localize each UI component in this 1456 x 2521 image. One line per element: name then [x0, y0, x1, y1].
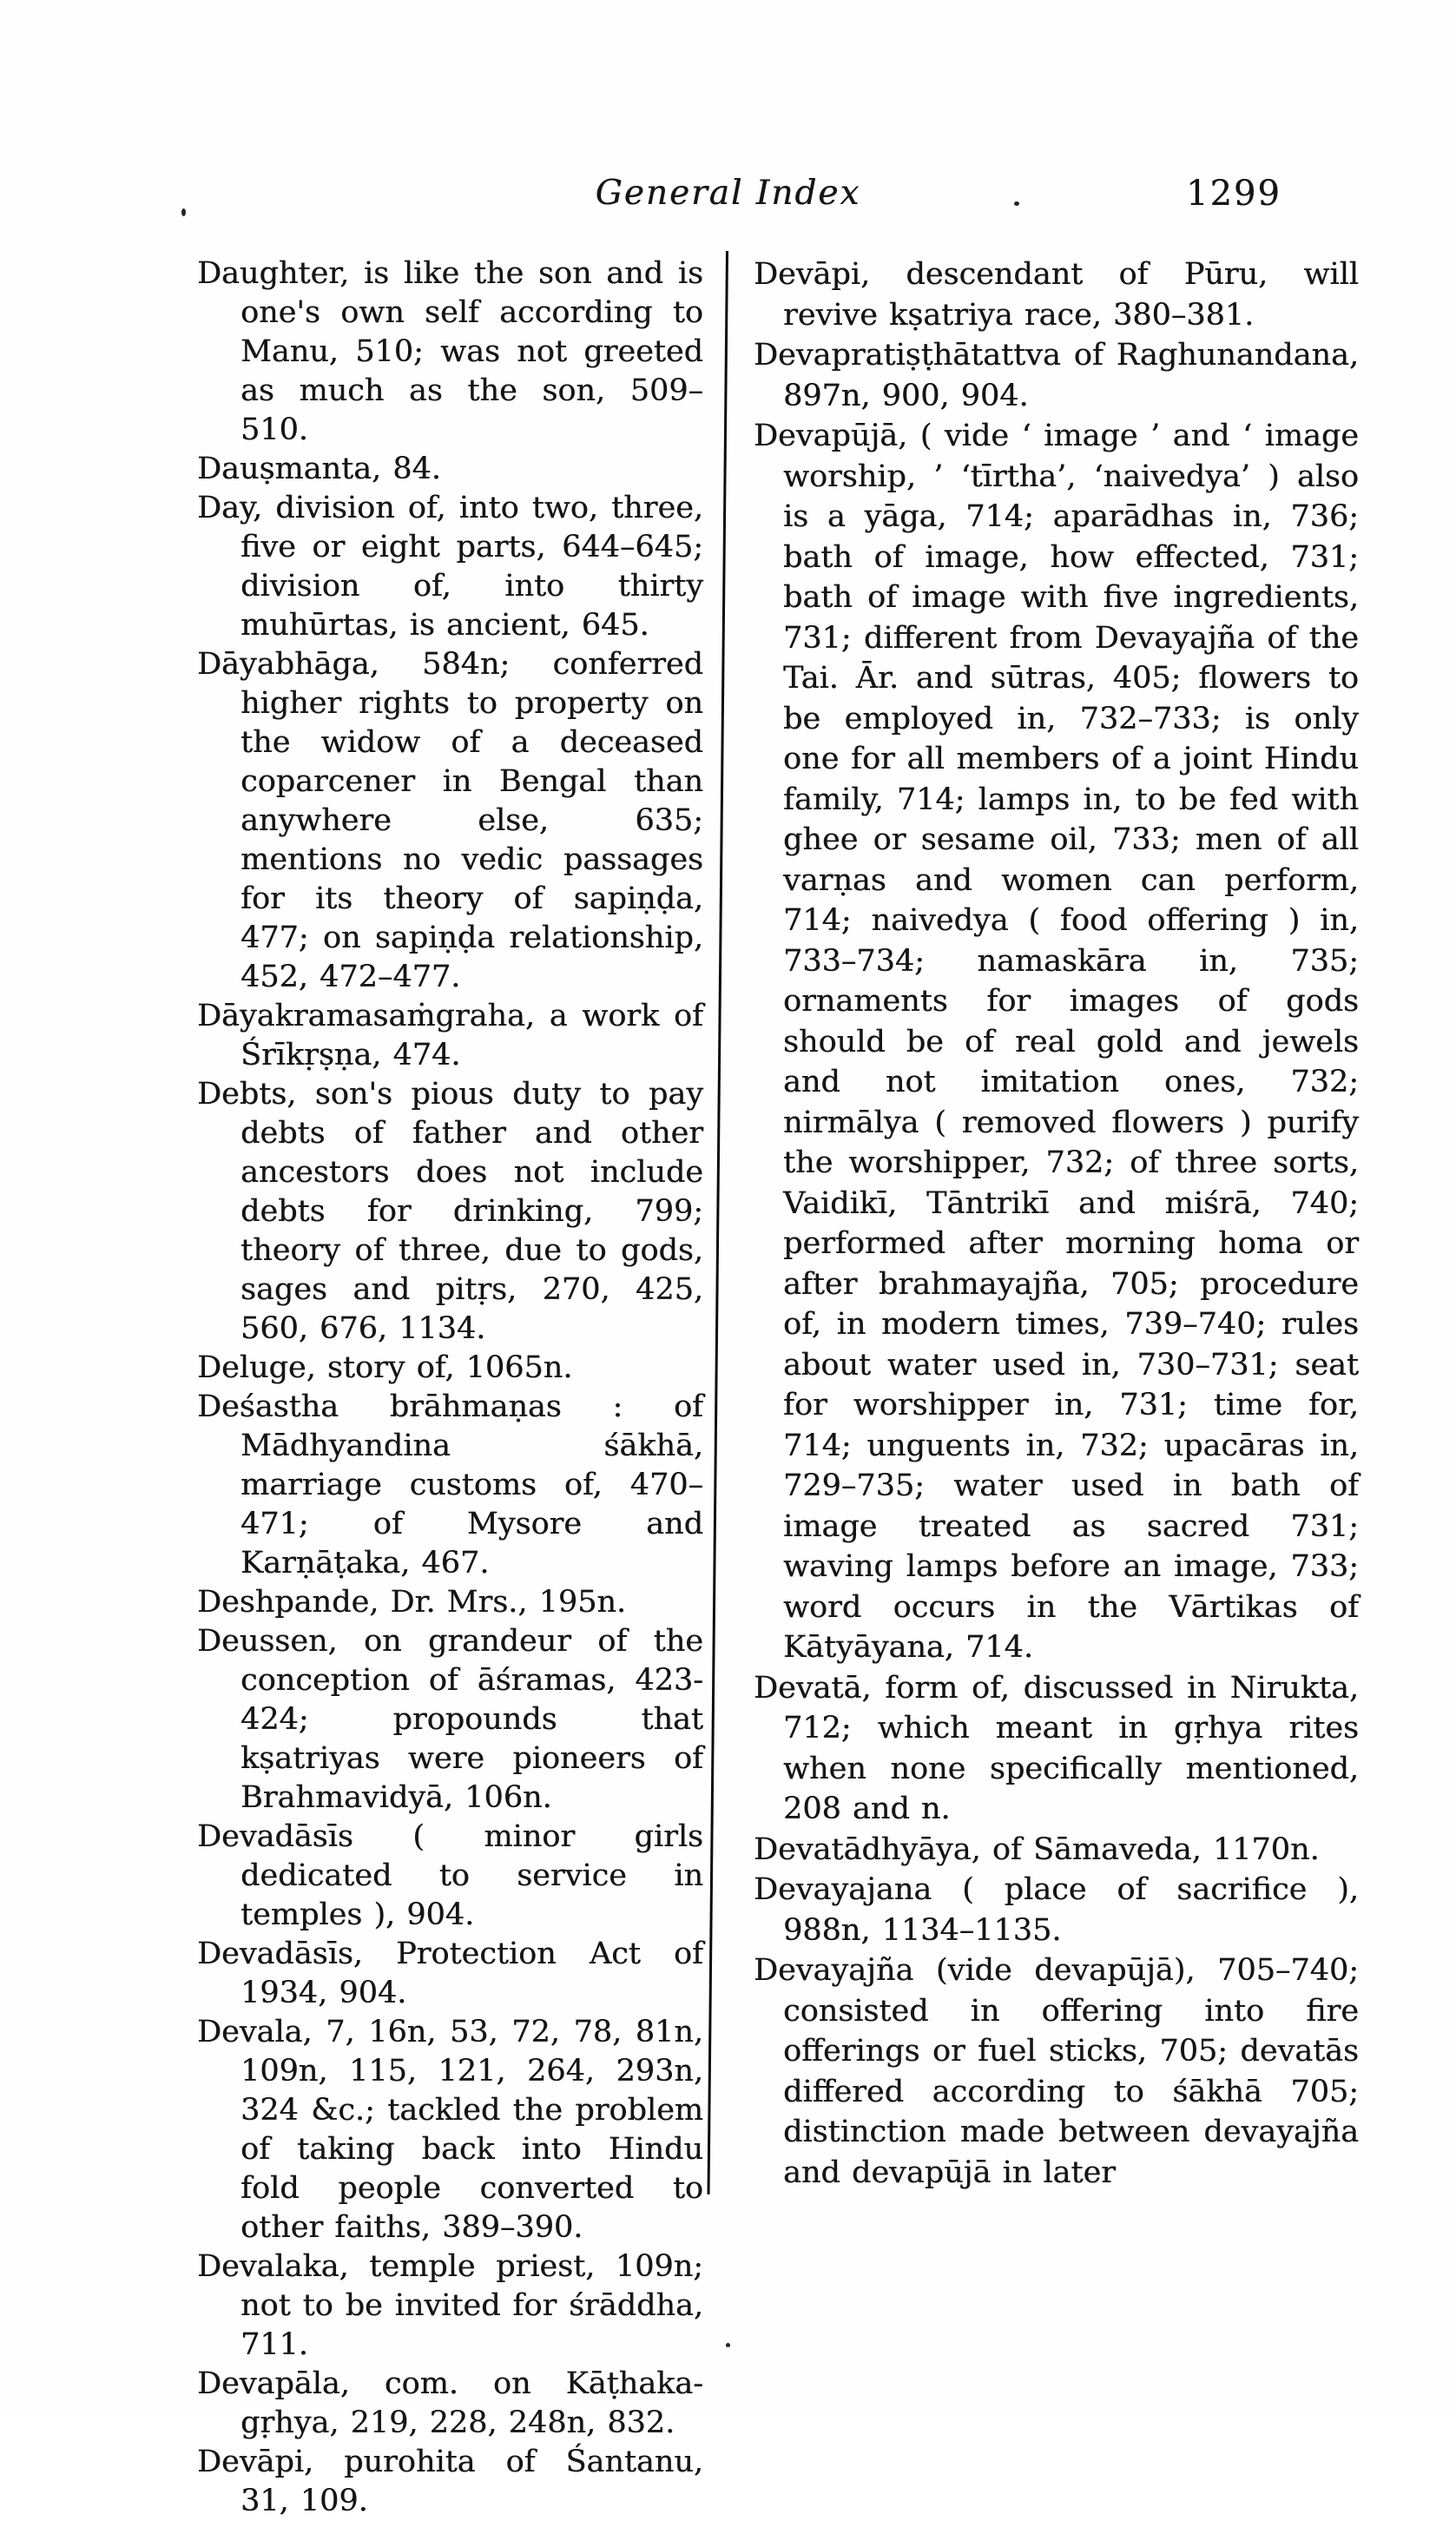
scan-speck — [181, 208, 186, 216]
column-divider-rule — [708, 251, 728, 2194]
page-number: 1299 — [1186, 174, 1281, 214]
index-entry: Deśastha brāhmaṇas : of Mādhyandina śākhā, marriage customs of, 470–471; of Mysore and Karṇāṭaka, 467. — [197, 1389, 703, 1581]
index-entry: Daughter, is like the son and is one's own self according to Manu, 510; was not greeted as much as the son, 509–510. — [197, 256, 703, 447]
index-entry: Devapratiṣṭhātattva of Raghunandana, 897n, 900, 904. — [754, 338, 1359, 413]
index-entry: Devadāsīs, Protection Act of 1934, 904. — [197, 1937, 703, 2010]
index-entry: Devāpi, purohita of Śantanu, 31, 109. — [197, 2445, 703, 2518]
index-entry: Devayajana ( place of sacrifice ), 988n, 1134–1135. — [754, 1872, 1359, 1948]
index-entry: Devāpi, descendant of Pūru, will revive kṣatriya race, 380–381. — [754, 257, 1359, 333]
left-column — [197, 254, 703, 2521]
index-entry: Devadāsīs ( minor girls dedicated to service in temples ), 904. — [197, 1819, 703, 1932]
index-entry: Deshpande, Dr. Mrs., 195n. — [197, 1585, 627, 1620]
index-entry: Devalaka, temple priest, 109n; not to be invited for śrāddha, 711. — [197, 2249, 703, 2362]
index-entry: Devayajña (vide devapūjā), 705–740; consisted in offering into fire offerings or fuel sticks, 705; devatās differed according to śākhā 705; distinction made between devayajña and devapūjā in later — [754, 1953, 1359, 2190]
index-entry: Deluge, story of, 1065n. — [197, 1350, 573, 1385]
scan-speck — [1014, 201, 1019, 206]
index-entry: Debts, son's pious duty to pay debts of father and other ancestors does not include debts for drinking, 799; theory of three, due to gods, sages and pitṛs, 270, 425, 560, 676, 1134. — [197, 1077, 703, 1346]
index-entry: Day, division of, into two, three, five or eight parts, 644–645; division of, into thirty muhūrtas, is ancient, 645. — [197, 491, 703, 643]
index-entry: Devapāla, com. on Kāṭhaka-gṛhya, 219, 228, 248n, 832. — [197, 2366, 703, 2440]
index-entry: Dāyakramasaṁgraha, a work of Śrīkṛṣṇa, 474. — [197, 999, 703, 1072]
index-entry: Dauṣmanta, 84. — [197, 452, 441, 486]
scan-speck — [726, 2343, 730, 2347]
index-entry: Devatādhyāya, of Sāmaveda, 1170n. — [754, 1831, 1320, 1867]
page-header — [0, 174, 1456, 226]
index-entry: Devala, 7, 16n, 53, 72, 78, 81n, 109n, 115, 121, 264, 293n, 324 &c.; tackled the problem of taking back into Hindu fold people converted to other faiths, 389–390. — [197, 2015, 703, 2245]
index-entry: Deussen, on grandeur of the conception of āśramas, 423-424; propounds that kṣatriyas were pioneers of Brahmavidyā, 106n. — [197, 1624, 703, 1815]
index-entry: Dāyabhāga, 584n; conferred higher rights to property on the widow of a deceased coparcener in Bengal than anywhere else, 635; mentions no vedic passages for its theory of sapiṇḍa, 477; on sapiṇḍa relationship, 452, 472–477. — [197, 647, 703, 994]
running-title: General Index — [595, 174, 861, 213]
index-entry: Devapūjā, ( vide ‘ image ’ and ‘ image worship, ’ ‘tīrtha’, ‘naivedya’ ) also is a yāga, 714; aparādhas in, 736; bath of image, how effected, 731; bath of image with five ingredients, 731; different from Devayajña of the Tai. Ār. and sūtras, 405; flowers to be employed in, 732–733; is only one for all members of a joint Hindu family, 714; lamps in, to be fed with ghee or sesame oil, 733; men of all varṇas and women can perform, 714; naivedya ( food offering ) in, 733–734; namaskāra in, 735; ornaments for images of gods should be of real gold and jewels and not imitation ones, 732; nirmālya ( removed flowers ) purify the worshipper, 732; of three sorts, Vaidikī, Tāntrikī and miśrā, 740; performed after morning homa or after brahmayajña, 705; procedure of, in modern times, 739–740; rules about water used in, 730–731; seat for worshipper in, 731; time for, 714; unguents in, 732; upacāras in, 729–735; water used in bath of image treated as sacred 731; waving lamps before an image, 733; word occurs in the Vārtikas of Kātyāyana, 714. — [754, 419, 1359, 1665]
index-entry: Devatā, form of, discussed in Nirukta, 712; which meant in gṛhya rites when none specifically mentioned, 208 and n. — [754, 1670, 1359, 1826]
right-column — [754, 254, 1359, 2193]
